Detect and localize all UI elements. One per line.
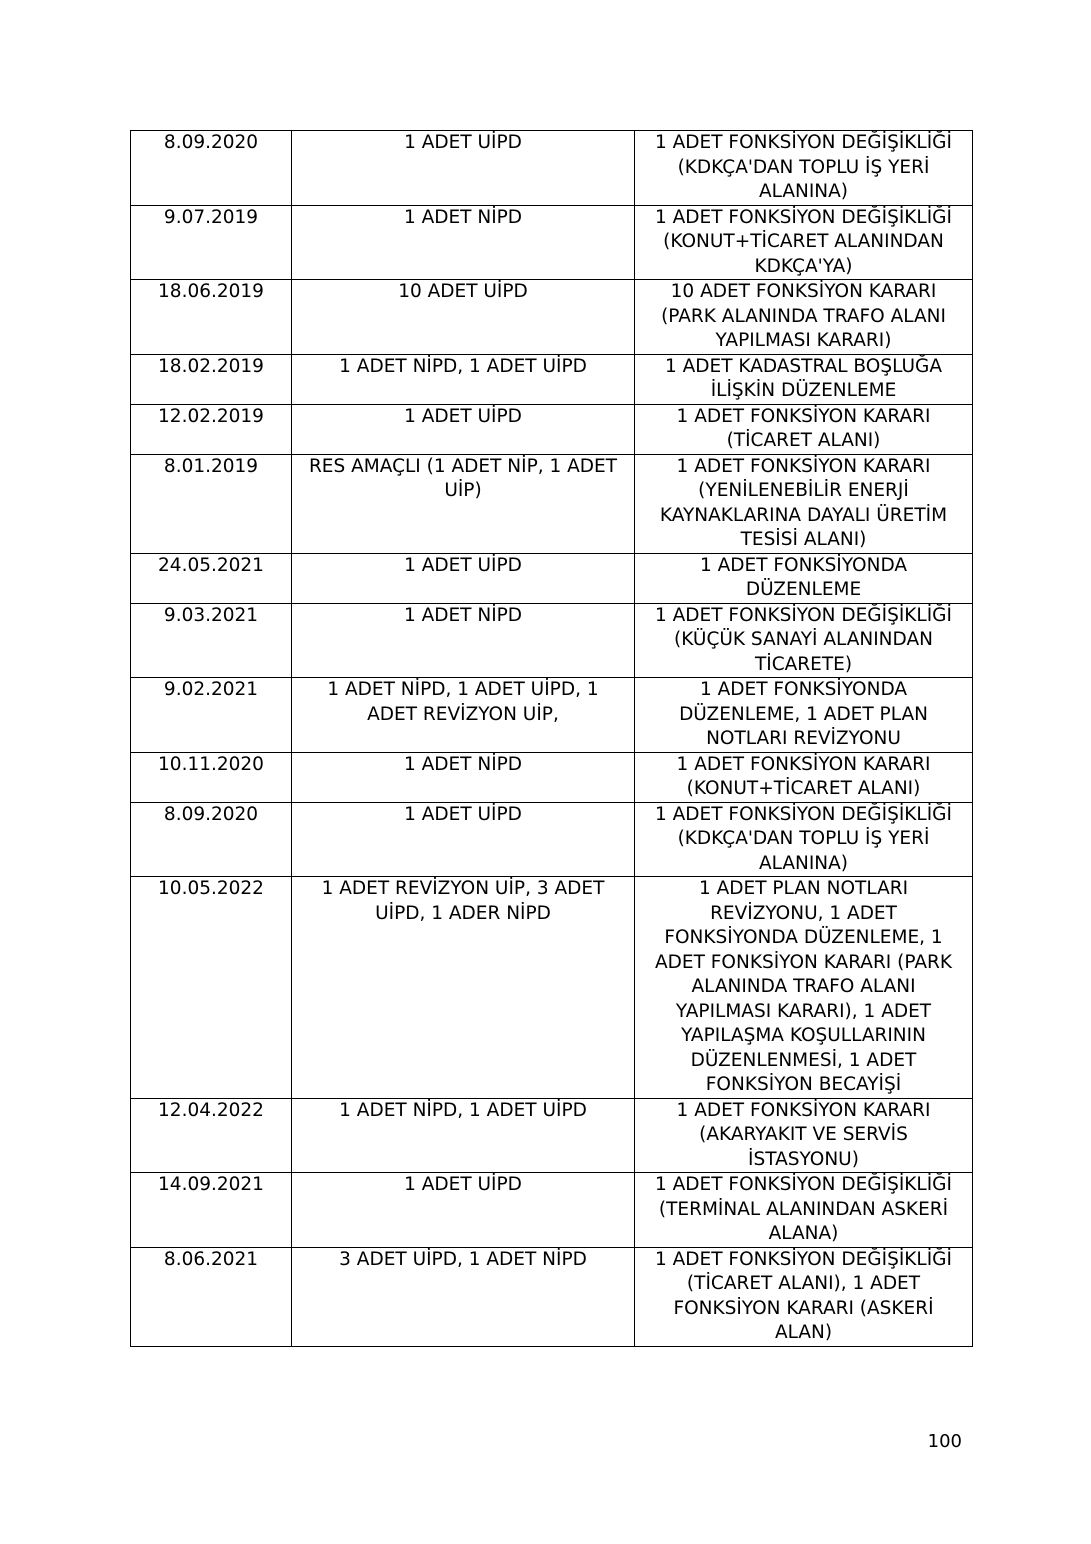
- plan-cell: RES AMAÇLI (1 ADET NİP, 1 ADET UİP): [292, 454, 635, 553]
- decision-line: TİCARETE): [754, 653, 853, 675]
- decision-cell: [635, 404, 973, 454]
- decision-line: 10 ADET FONKSİYON KARARI: [670, 281, 937, 302]
- date-cell: 8.09.2020: [131, 802, 292, 877]
- decision-line: 1 ADET FONKSİYON DEĞİŞİKLİĞİ: [655, 206, 952, 228]
- date-cell: 9.02.2021: [131, 678, 292, 753]
- plan-cell: 1 ADET NİPD: [292, 205, 635, 280]
- decision-line: 1 ADET KADASTRAL BOŞLUĞA: [664, 355, 943, 377]
- date-cell: 18.02.2019: [131, 354, 292, 404]
- records-table: [130, 130, 973, 1347]
- decision-cell: [635, 131, 973, 206]
- decision-line: (YENİLENEBİLİR ENERJİ: [698, 480, 909, 501]
- decision-cell: [635, 877, 973, 1099]
- decision-cell: [635, 1173, 973, 1248]
- decision-line: 1 ADET FONKSİYON DEĞİŞİKLİĞİ: [655, 803, 952, 825]
- decision-line: FONKSİYON KARARI (ASKERİ: [673, 1297, 934, 1319]
- plan-cell: 1 ADET REVİZYON UİP, 3 ADET UİPD, 1 ADER NİPD: [292, 877, 635, 1099]
- table-row: [131, 404, 973, 454]
- page-number: 100: [927, 1431, 962, 1452]
- decision-line: ALANINA): [758, 852, 849, 874]
- records-body: [131, 131, 973, 1347]
- decision-line: KDKÇA'YA): [754, 255, 853, 277]
- date-cell: 8.09.2020: [131, 131, 292, 206]
- table-row: [131, 205, 973, 280]
- decision-line: (PARK ALANINDA TRAFO ALANI: [661, 305, 946, 327]
- decision-cell: [635, 678, 973, 753]
- decision-line: 1 ADET PLAN NOTLARI: [698, 878, 909, 899]
- table-row: [131, 678, 973, 753]
- decision-line: 1 ADET FONKSİYONDA: [699, 679, 908, 700]
- table-row: [131, 280, 973, 355]
- decision-line: YAPILMASI KARARI), 1 ADET: [675, 1000, 932, 1022]
- decision-line: 1 ADET FONKSİYON KARARI: [676, 405, 931, 427]
- date-cell: 14.09.2021: [131, 1173, 292, 1248]
- decision-line: ADET FONKSİYON KARARI (PARK: [655, 951, 952, 973]
- decision-line: REVİZYONU, 1 ADET: [710, 902, 897, 924]
- table-row: [131, 603, 973, 678]
- table-row: [131, 553, 973, 603]
- decision-line: 1 ADET FONKSİYON DEĞİŞİKLİĞİ: [655, 1248, 952, 1270]
- decision-line: DÜZENLENMESİ, 1 ADET: [690, 1049, 917, 1071]
- decision-line: (KÜÇÜK SANAYİ ALANINDAN: [674, 629, 933, 650]
- decision-cell: [635, 205, 973, 280]
- decision-line: YAPILAŞMA KOŞULLARININ: [681, 1025, 926, 1046]
- plan-cell: 1 ADET NİPD, 1 ADET UİPD: [292, 1098, 635, 1173]
- decision-cell: [635, 1098, 973, 1173]
- decision-line: (TİCARET ALANI), 1 ADET: [686, 1273, 921, 1294]
- date-cell: 24.05.2021: [131, 553, 292, 603]
- decision-line: 1 ADET FONKSİYON DEĞİŞİKLİĞİ: [655, 1174, 952, 1195]
- decision-line: İLİŞKİN DÜZENLEME: [710, 380, 897, 401]
- table-row: [131, 802, 973, 877]
- plan-cell: 1 ADET UİPD: [292, 553, 635, 603]
- plan-cell: 1 ADET UİPD: [292, 131, 635, 206]
- decision-line: İSTASYONU): [748, 1148, 859, 1170]
- date-cell: 10.05.2022: [131, 877, 292, 1099]
- decision-line: (KONUT+TİCARET ALANI): [686, 778, 921, 799]
- decision-line: 1 ADET FONKSİYON KARARI: [676, 455, 931, 477]
- decision-line: DÜZENLEME: [745, 579, 862, 600]
- decision-cell: [635, 553, 973, 603]
- decision-cell: [635, 280, 973, 355]
- date-cell: 9.07.2019: [131, 205, 292, 280]
- table-row: [131, 1098, 973, 1173]
- date-cell: 18.06.2019: [131, 280, 292, 355]
- decision-cell: [635, 752, 973, 802]
- decision-line: (AKARYAKIT VE SERVİS: [699, 1124, 908, 1145]
- table-row: [131, 354, 973, 404]
- decision-line: KAYNAKLARINA DAYALI ÜRETİM: [659, 504, 948, 526]
- date-cell: 12.02.2019: [131, 404, 292, 454]
- decision-line: (TERMİNAL ALANINDAN ASKERİ: [658, 1198, 949, 1220]
- decision-line: (KDKÇA'DAN TOPLU İŞ YERİ: [677, 828, 930, 849]
- decision-line: (KONUT+TİCARET ALANINDAN: [663, 231, 944, 252]
- decision-line: FONKSİYON BECAYİŞİ: [705, 1074, 902, 1095]
- decision-line: 1 ADET FONKSİYON KARARI: [676, 753, 931, 775]
- plan-cell: 1 ADET UİPD: [292, 1173, 635, 1248]
- plan-cell: 10 ADET UİPD: [292, 280, 635, 355]
- decision-line: ALAN): [774, 1322, 833, 1343]
- table-row: [131, 752, 973, 802]
- plan-cell: 1 ADET UİPD: [292, 802, 635, 877]
- date-cell: 9.03.2021: [131, 603, 292, 678]
- decision-line: TESİSİ ALANI): [740, 529, 867, 550]
- plan-cell: 3 ADET UİPD, 1 ADET NİPD: [292, 1247, 635, 1346]
- table-row: [131, 131, 973, 206]
- table-row: [131, 454, 973, 553]
- date-cell: 8.01.2019: [131, 454, 292, 553]
- plan-cell: 1 ADET NİPD, 1 ADET UİPD: [292, 354, 635, 404]
- plan-cell: 1 ADET NİPD: [292, 603, 635, 678]
- date-cell: 10.11.2020: [131, 752, 292, 802]
- decision-line: YAPILMASI KARARI): [715, 330, 892, 351]
- decision-line: 1 ADET FONKSİYON DEĞİŞİKLİĞİ: [655, 604, 952, 626]
- decision-cell: [635, 802, 973, 877]
- plan-cell: 1 ADET UİPD: [292, 404, 635, 454]
- decision-cell: [635, 1247, 973, 1346]
- decision-line: NOTLARI REVİZYONU: [706, 728, 901, 749]
- decision-line: 1 ADET FONKSİYON DEĞİŞİKLİĞİ: [655, 132, 952, 153]
- decision-line: ALANA): [768, 1223, 839, 1244]
- decision-cell: [635, 354, 973, 404]
- date-cell: 8.06.2021: [131, 1247, 292, 1346]
- table-row: [131, 877, 973, 1099]
- decision-line: 1 ADET FONKSİYONDA: [699, 554, 908, 576]
- decision-line: FONKSİYONDA DÜZENLEME, 1: [664, 927, 943, 948]
- decision-line: (TİCARET ALANI): [726, 430, 881, 451]
- table-row: [131, 1173, 973, 1248]
- decision-cell: [635, 454, 973, 553]
- decision-line: ALANINDA TRAFO ALANI: [691, 976, 916, 997]
- plan-cell: 1 ADET NİPD, 1 ADET UİPD, 1 ADET REVİZYON UİP,: [292, 678, 635, 753]
- table-row: [131, 1247, 973, 1346]
- decision-line: ALANINA): [758, 181, 849, 202]
- date-cell: 12.04.2022: [131, 1098, 292, 1173]
- decision-line: 1 ADET FONKSİYON KARARI: [676, 1099, 931, 1121]
- decision-cell: [635, 603, 973, 678]
- decision-line: DÜZENLEME, 1 ADET PLAN: [679, 703, 928, 725]
- plan-cell: 1 ADET NİPD: [292, 752, 635, 802]
- decision-line: (KDKÇA'DAN TOPLU İŞ YERİ: [677, 156, 930, 178]
